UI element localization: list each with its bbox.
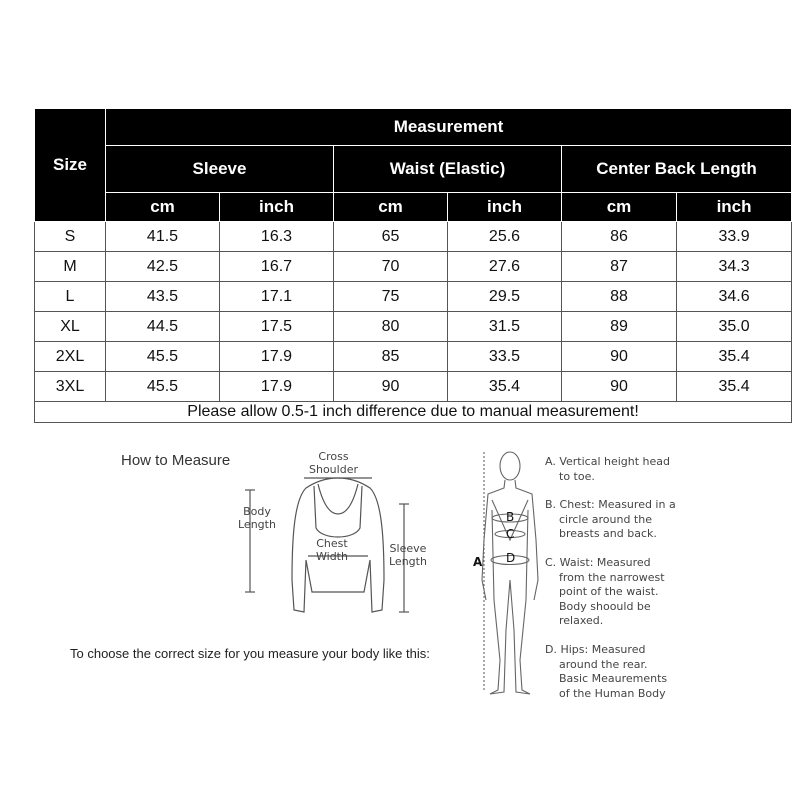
value-cell: 75 <box>334 282 448 312</box>
table-row <box>35 312 792 342</box>
value-cell: 35.4 <box>677 342 792 372</box>
value-cell: 34.6 <box>677 282 792 312</box>
choose-size-instruction: To choose the correct size for you measure your body like this: <box>70 646 430 661</box>
size-cell: S <box>35 222 106 252</box>
value-cell: 85 <box>334 342 448 372</box>
legend-item-b <box>545 498 676 542</box>
legend-line: to toe. <box>559 469 595 483</box>
legend-line: from the narrowest <box>559 570 665 584</box>
size-cell: XL <box>35 312 106 342</box>
legend-line: Basic Meaurements <box>559 672 668 685</box>
label-line: Length <box>238 518 276 531</box>
size-header: Size <box>35 109 106 222</box>
value-cell: 31.5 <box>448 312 562 342</box>
marker-c: C <box>506 527 515 541</box>
legend-line: A. Vertical height head <box>545 455 671 468</box>
legend-line: breasts and back. <box>559 527 657 540</box>
value-cell: 80 <box>334 312 448 342</box>
size-chart-table <box>34 108 792 423</box>
value-cell: 34.3 <box>677 252 792 282</box>
legend-line: Body shoould be <box>559 599 651 613</box>
size-cell: 2XL <box>35 342 106 372</box>
size-cell: 3XL <box>35 372 106 402</box>
label-line: Chest <box>316 537 348 550</box>
value-cell: 33.9 <box>677 222 792 252</box>
chest-width-label <box>316 537 348 563</box>
waist-header: Waist (Elastic) <box>334 146 562 193</box>
label-line: Sleeve <box>389 542 427 555</box>
body-length-label <box>238 505 276 531</box>
legend-item-a <box>545 455 670 484</box>
center-back-length-header: Center Back Length <box>562 146 792 193</box>
legend-line: B. Chest: Measured in a <box>545 498 676 511</box>
value-cell: 35.4 <box>448 372 562 402</box>
label-line: Shoulder <box>309 463 358 476</box>
value-cell: 17.5 <box>220 312 334 342</box>
table-row <box>35 222 792 252</box>
table-row <box>35 342 792 372</box>
unit-header: cm <box>106 193 220 222</box>
value-cell: 43.5 <box>106 282 220 312</box>
value-cell: 90 <box>334 372 448 402</box>
unit-header: cm <box>562 193 677 222</box>
value-cell: 90 <box>562 372 677 402</box>
size-cell: M <box>35 252 106 282</box>
sleeve-length-label <box>389 542 427 568</box>
value-cell: 41.5 <box>106 222 220 252</box>
value-cell: 35.4 <box>677 372 792 402</box>
legend-line: of the Human Body <box>559 686 666 700</box>
table-row <box>35 282 792 312</box>
value-cell: 35.0 <box>677 312 792 342</box>
value-cell: 90 <box>562 342 677 372</box>
value-cell: 17.9 <box>220 342 334 372</box>
legend-item-d <box>545 643 667 701</box>
legend-item-c <box>545 556 665 629</box>
value-cell: 17.1 <box>220 282 334 312</box>
value-cell: 86 <box>562 222 677 252</box>
value-cell: 42.5 <box>106 252 220 282</box>
value-cell: 25.6 <box>448 222 562 252</box>
label-line: Width <box>316 550 348 563</box>
value-cell: 29.5 <box>448 282 562 312</box>
legend-line: circle around the <box>559 512 652 526</box>
cross-shoulder-label <box>309 450 358 476</box>
measurement-header: Measurement <box>106 109 792 146</box>
table-row <box>35 252 792 282</box>
label-line: Cross <box>318 450 349 463</box>
marker-a: A <box>473 555 483 569</box>
legend-line: around the rear. <box>559 657 648 671</box>
sleeve-header: Sleeve <box>106 146 334 193</box>
legend-line: point of the waist. <box>559 585 659 598</box>
value-cell: 16.3 <box>220 222 334 252</box>
unit-header: inch <box>677 193 792 222</box>
label-line: Length <box>389 555 427 568</box>
value-cell: 89 <box>562 312 677 342</box>
value-cell: 65 <box>334 222 448 252</box>
value-cell: 88 <box>562 282 677 312</box>
unit-header: inch <box>448 193 562 222</box>
legend-line: relaxed. <box>559 614 604 627</box>
legend-line: C. Waist: Measured <box>545 556 651 569</box>
unit-header: cm <box>334 193 448 222</box>
value-cell: 45.5 <box>106 372 220 402</box>
value-cell: 27.6 <box>448 252 562 282</box>
how-to-measure-title: How to Measure <box>121 452 231 469</box>
value-cell: 16.7 <box>220 252 334 282</box>
measurement-note: Please allow 0.5-1 inch difference due to manual measurement! <box>35 402 792 423</box>
marker-b: B <box>506 510 515 524</box>
value-cell: 17.9 <box>220 372 334 402</box>
marker-d: D <box>506 551 516 565</box>
unit-header: inch <box>220 193 334 222</box>
legend-line: D. Hips: Measured <box>545 643 646 656</box>
value-cell: 87 <box>562 252 677 282</box>
label-line: Body <box>243 505 271 518</box>
value-cell: 45.5 <box>106 342 220 372</box>
value-cell: 44.5 <box>106 312 220 342</box>
table-row <box>35 372 792 402</box>
size-cell: L <box>35 282 106 312</box>
value-cell: 33.5 <box>448 342 562 372</box>
value-cell: 70 <box>334 252 448 282</box>
